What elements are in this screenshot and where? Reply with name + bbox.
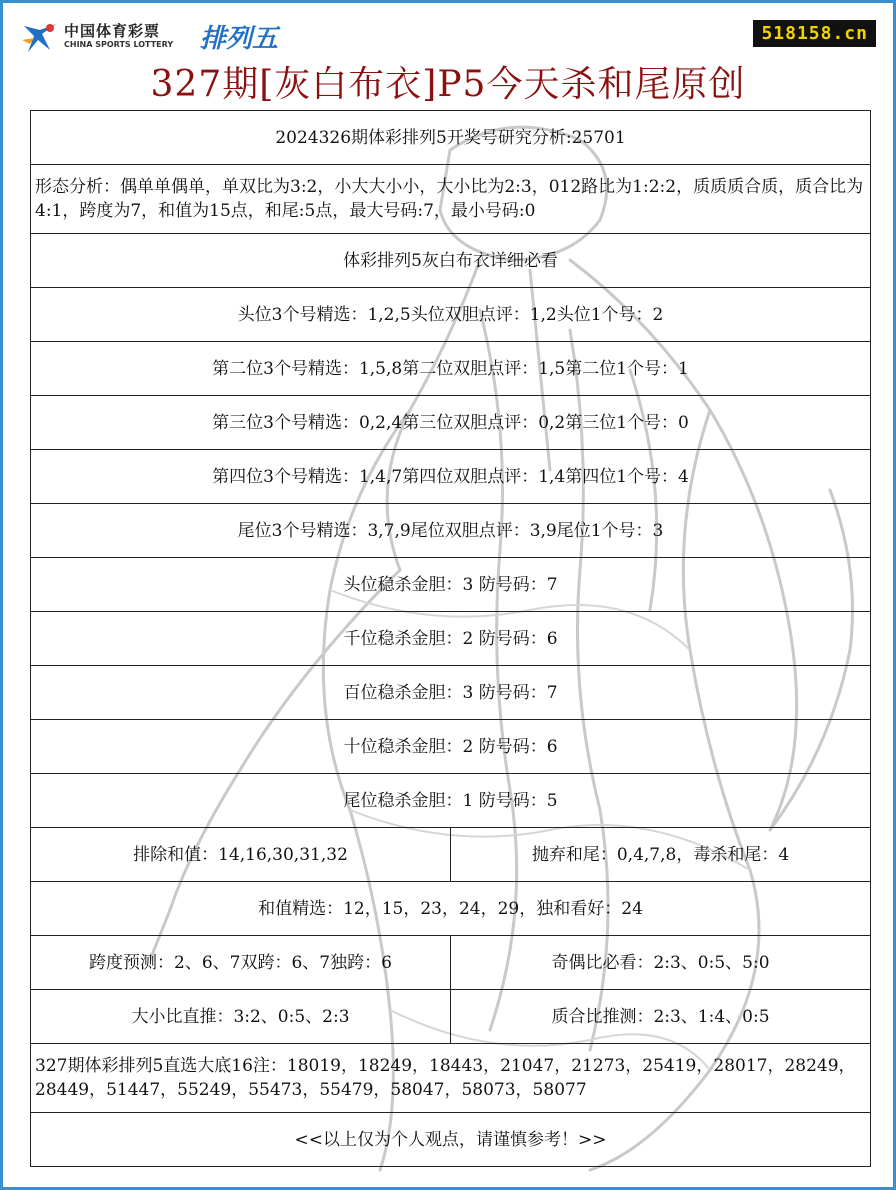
position2-pick-cell: 第二位3个号精选：1,5,8第二位双胆点评：1,5第二位1个号：1: [31, 342, 871, 396]
page-title: 327期[灰白布衣]P5今天杀和尾原创: [150, 64, 746, 105]
sum-pick-cell: 和值精选：12，15，23，24，29，独和看好：24: [31, 882, 871, 936]
position3-pick-cell: 第三位3个号精选：0,2,4第三位双胆点评：0,2第三位1个号：0: [31, 396, 871, 450]
big-small-cell: 大小比直推：3:2、0:5、2:3: [31, 990, 451, 1044]
shape-analysis-cell: 形态分析：偶单单偶单，单双比为3:2，小大大小小，大小比为2:3，012路比为1:2:2，质质质合质，质合比为4:1，跨度为7，和值为15点，和尾:5点，最大号码:7，最小号码:0: [31, 165, 871, 234]
exclude-sum-cell: 排除和值：14,16,30,31,32: [31, 828, 451, 882]
analysis-title-cell: 2024326期体彩排列5开奖号研究分析:25701: [31, 111, 871, 165]
discard-tail-cell: 抛弃和尾：0,4,7,8，毒杀和尾：4: [451, 828, 871, 882]
lottery-star-icon: [20, 20, 60, 56]
odd-even-cell: 奇偶比必看：2:3、0:5、5:0: [451, 936, 871, 990]
analysis-table: [30, 110, 871, 1167]
position5-pick-cell: 尾位3个号精选：3,7,9尾位双胆点评：3,9尾位1个号：3: [31, 504, 871, 558]
direct-picks-cell: 327期体彩排列5直选大底16注：18019，18249，18443，21047，21273，25419，28017，28249，28449，51447，55249，55473，55479，58047，58073，58077: [31, 1044, 871, 1113]
header: [0, 0, 896, 110]
site-badge[interactable]: 518158.cn: [753, 20, 876, 47]
position1-pick-cell: 头位3个号精选：1,2,5头位双胆点评：1,2头位1个号：2: [31, 288, 871, 342]
logo-game-text: 排列五: [200, 24, 279, 54]
logo-cn-text: 中国体育彩票: [64, 22, 161, 40]
prime-composite-cell: 质合比推测：2:3、1:4、0:5: [451, 990, 871, 1044]
position4-pick-cell: 第四位3个号精选：1,4,7第四位双胆点评：1,4第四位1个号：4: [31, 450, 871, 504]
disclaimer-cell: <<以上仅为个人观点，请谨慎参考！>>: [31, 1113, 871, 1167]
span-prediction-cell: 跨度预测：2、6、7双跨：6、7独跨：6: [31, 936, 451, 990]
kill-position1-cell: 头位稳杀金胆：3 防号码：7: [31, 558, 871, 612]
logo-en-text: CHINA SPORTS LOTTERY: [64, 40, 174, 49]
kill-position3-cell: 百位稳杀金胆：3 防号码：7: [31, 666, 871, 720]
section-title-cell: 体彩排列5灰白布衣详细必看: [31, 234, 871, 288]
kill-position5-cell: 尾位稳杀金胆：1 防号码：5: [31, 774, 871, 828]
kill-position4-cell: 十位稳杀金胆：2 防号码：6: [31, 720, 871, 774]
kill-position2-cell: 千位稳杀金胆：2 防号码：6: [31, 612, 871, 666]
